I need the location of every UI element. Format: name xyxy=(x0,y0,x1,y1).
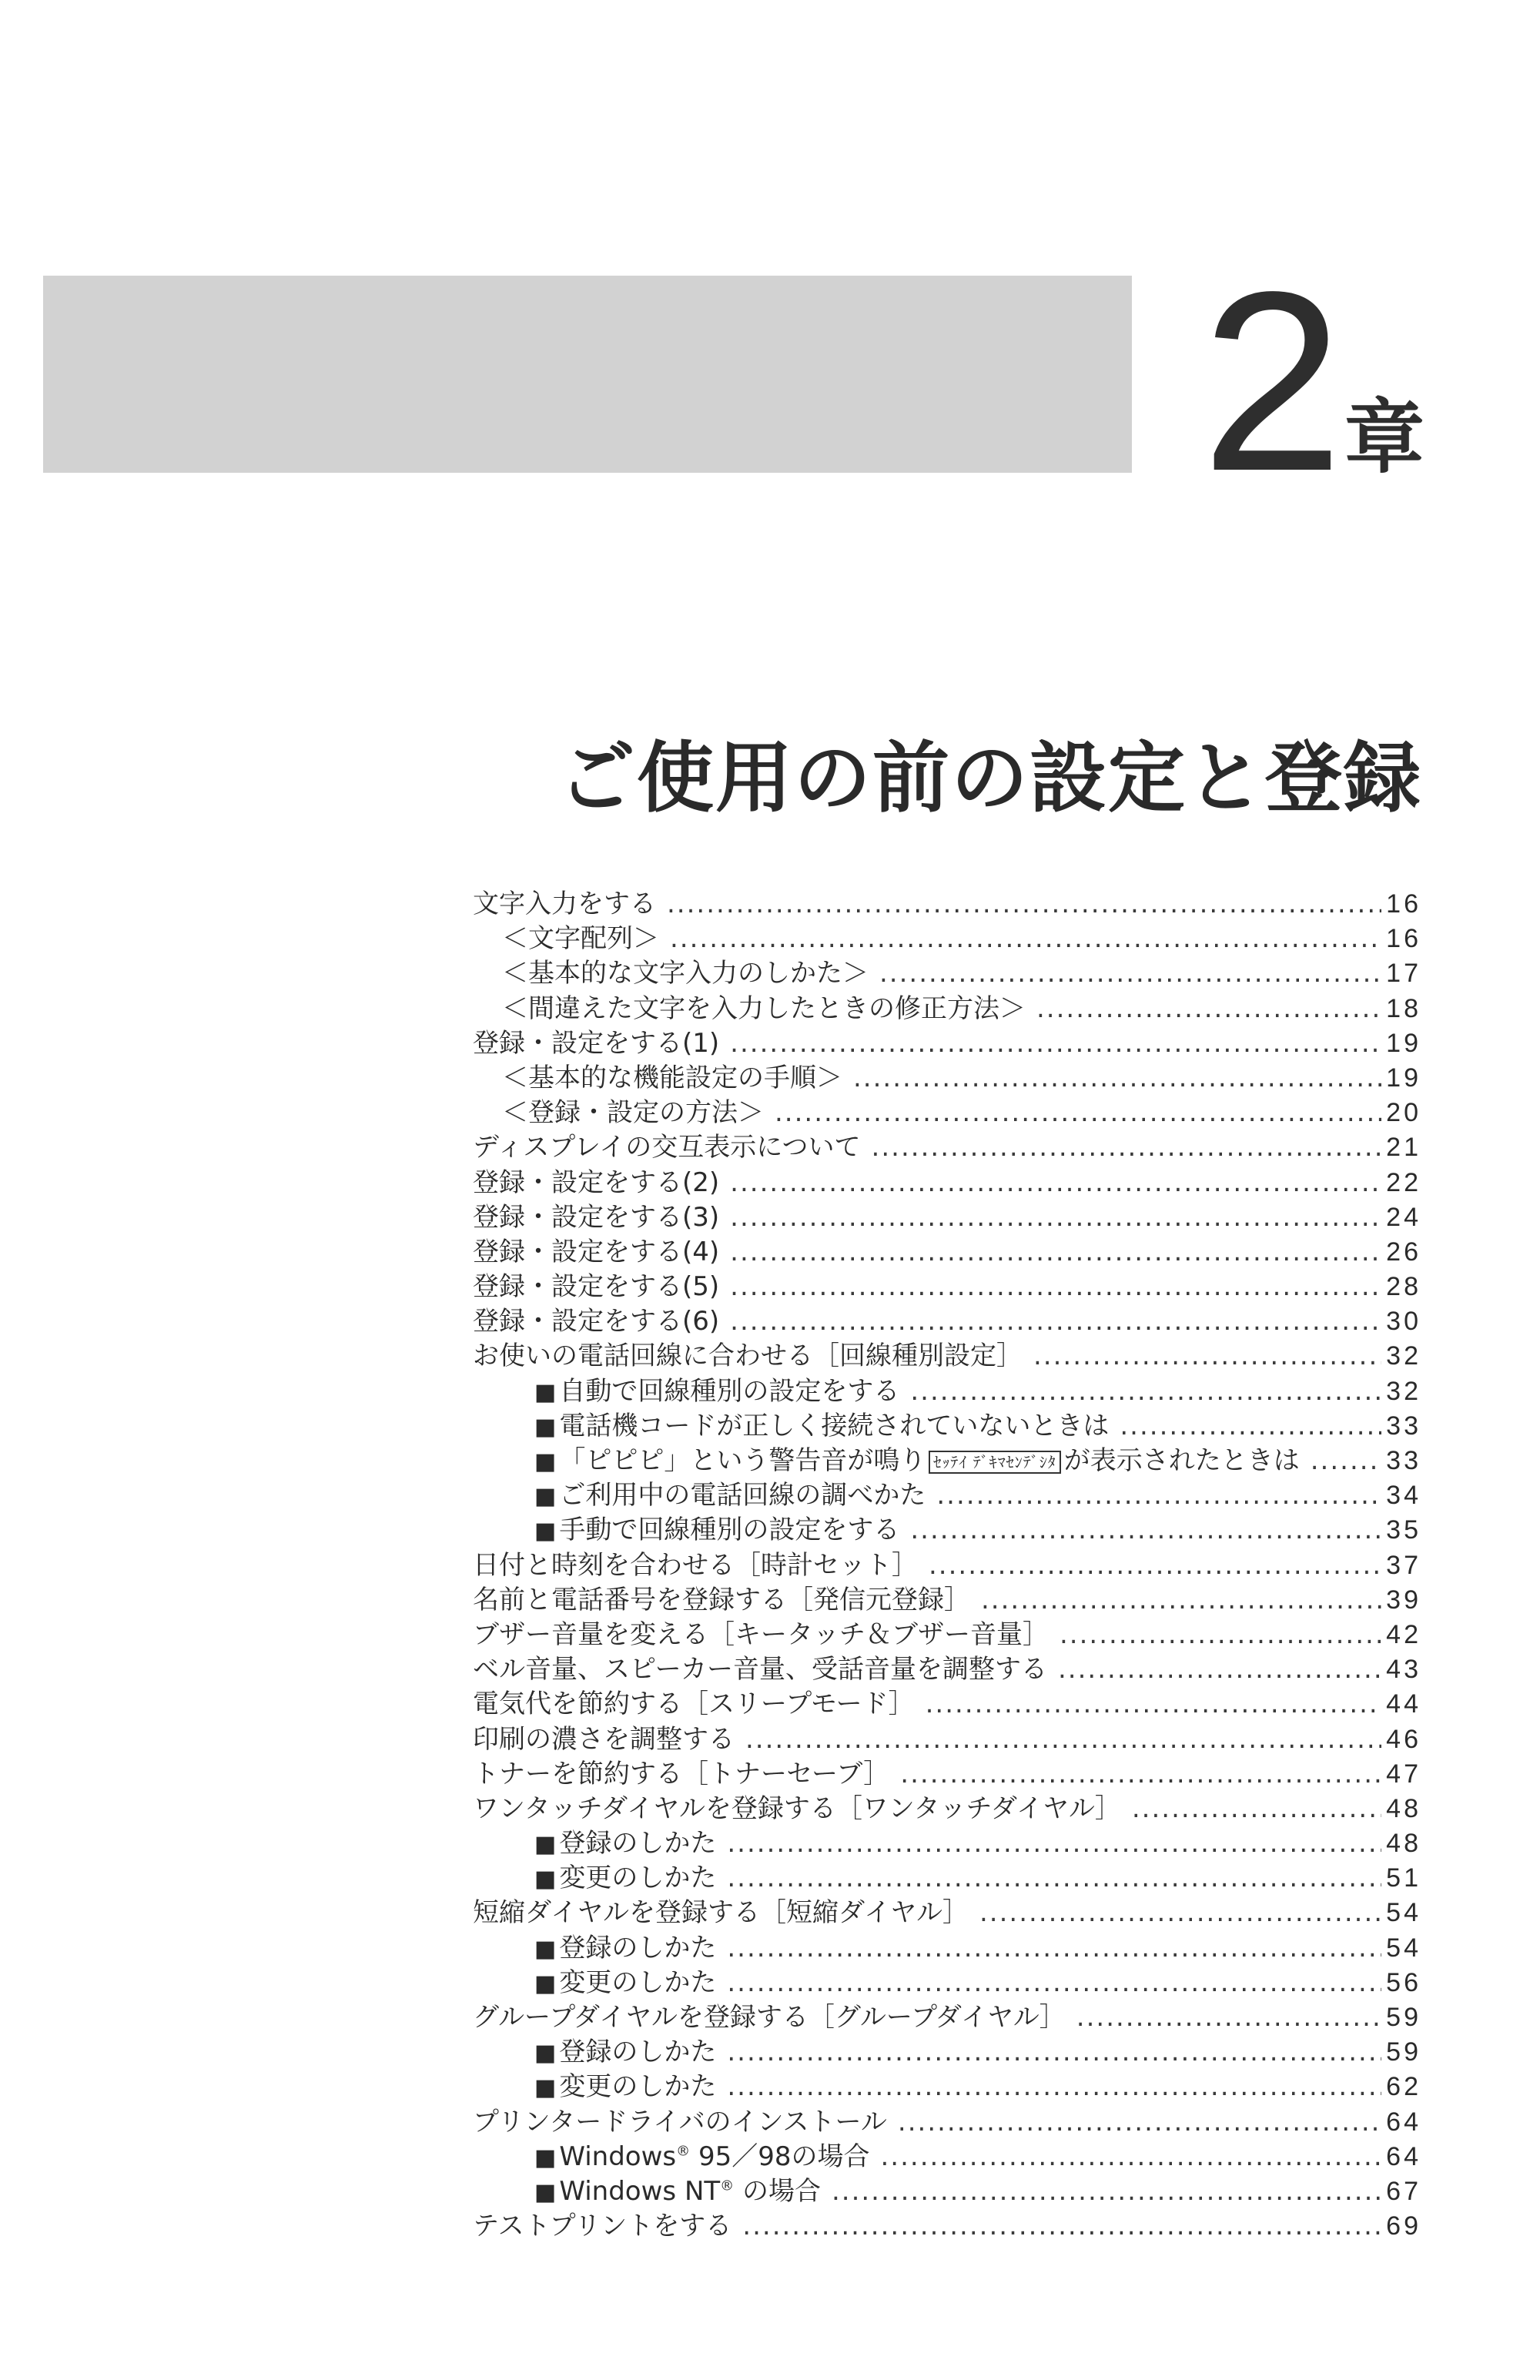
toc-entry-label xyxy=(534,1856,716,1894)
toc-entry-text: ワンタッチダイヤルを登録する［ワンタッチダイヤル］ xyxy=(473,1793,1121,1824)
toc-entry-text: 自動で回線種別の設定をする xyxy=(559,1375,900,1407)
toc-entry-label xyxy=(473,1682,915,1720)
toc-entry[interactable] xyxy=(473,1856,1421,1894)
toc-entry-label xyxy=(473,1196,719,1234)
toc-entry[interactable] xyxy=(473,2100,1421,2135)
dot-leader xyxy=(880,2141,1381,2172)
dot-leader xyxy=(879,958,1381,989)
toc-entry-text: 印刷の濃さを調整する xyxy=(473,1723,735,1755)
toc-entry[interactable] xyxy=(473,1161,1421,1196)
square-bullet-icon: ■ xyxy=(534,1970,557,1997)
toc-entry-label xyxy=(534,2065,716,2103)
dot-leader xyxy=(1036,993,1381,1024)
toc-entry-text: 文字入力をする xyxy=(473,889,656,919)
dot-leader xyxy=(1058,1654,1381,1685)
square-bullet-icon: ■ xyxy=(534,1413,557,1441)
toc-entry-label xyxy=(473,1544,918,1582)
toc-entry-text: ベル音量、スピーカー音量、受話音量を調整する xyxy=(473,1654,1047,1685)
toc-entry-label xyxy=(473,2204,732,2242)
square-bullet-icon: ■ xyxy=(534,1831,557,1859)
toc-entry-label xyxy=(534,1439,1300,1477)
toc-page-number: 47 xyxy=(1386,1759,1421,1789)
toc-entry[interactable] xyxy=(473,1578,1421,1613)
toc-page-number: 35 xyxy=(1386,1515,1421,1545)
toc-entry-label xyxy=(502,917,659,955)
toc-entry-text: 電気代を節約する［スリープモード］ xyxy=(473,1689,915,1720)
toc-entry[interactable] xyxy=(473,1891,1421,1929)
toc-entry-label xyxy=(473,1613,1049,1651)
registered-mark: ® xyxy=(720,2177,735,2194)
toc-entry-label xyxy=(473,2100,887,2138)
toc-page-number: 17 xyxy=(1386,959,1421,989)
dot-leader xyxy=(926,1689,1382,1719)
toc-entry-text: 変更のしかた xyxy=(559,2071,717,2103)
toc-entry-label xyxy=(534,1926,716,1964)
toc-entry[interactable] xyxy=(473,1718,1421,1755)
toc-entry-text: 登録・設定をする(4) xyxy=(473,1236,720,1267)
toc-page-number: 33 xyxy=(1386,1446,1421,1475)
dot-leader xyxy=(730,1167,1381,1198)
toc-entry-label xyxy=(473,1787,1121,1825)
toc-entry[interactable] xyxy=(473,2135,1421,2170)
toc-page-number: 20 xyxy=(1386,1098,1421,1128)
chapter-suffix: 章 xyxy=(1344,390,1425,484)
dot-leader xyxy=(1311,1445,1381,1476)
toc-entry[interactable] xyxy=(473,882,1421,917)
chapter-number: 2 xyxy=(1201,239,1344,524)
toc-entry[interactable] xyxy=(473,1404,1421,1439)
toc-page-number: 18 xyxy=(1386,993,1421,1023)
toc-entry-label xyxy=(534,1508,899,1546)
toc-page-number: 19 xyxy=(1386,1028,1421,1058)
toc-entry-text: 手動で回線種別の設定をする xyxy=(559,1515,900,1546)
square-bullet-icon: ■ xyxy=(534,2144,557,2171)
toc-entry-label xyxy=(473,1752,889,1790)
toc-page-number: 28 xyxy=(1386,1272,1421,1302)
toc-page-number: 34 xyxy=(1386,1481,1421,1511)
toc-page-number: 30 xyxy=(1386,1307,1421,1337)
square-bullet-icon: ■ xyxy=(534,2178,557,2206)
dot-leader xyxy=(727,1967,1381,1998)
toc-page-number: 33 xyxy=(1386,1411,1421,1441)
toc-page-number: 37 xyxy=(1386,1550,1421,1580)
square-bullet-icon: ■ xyxy=(534,1448,557,1475)
toc-entry-text: 電話機コードが正しく接続されていないときは xyxy=(559,1410,1110,1441)
dot-leader xyxy=(670,923,1381,954)
square-bullet-icon: ■ xyxy=(534,1518,557,1545)
toc-entry[interactable] xyxy=(473,1544,1421,1581)
toc-entry[interactable] xyxy=(473,1996,1421,2033)
dot-leader xyxy=(1060,1619,1381,1650)
toc-entry-text: グループダイヤルを登録する［グループダイヤル］ xyxy=(473,2002,1066,2033)
dot-leader xyxy=(1033,1341,1381,1371)
dot-leader xyxy=(727,2071,1381,2102)
dot-leader xyxy=(727,2037,1381,2067)
toc-entry-label xyxy=(502,987,1026,1025)
toc-entry-text: ＜間違えた文字を入力したときの修正方法＞ xyxy=(502,993,1026,1024)
toc-page-number: 21 xyxy=(1386,1133,1421,1163)
toc-page-number: 32 xyxy=(1386,1376,1421,1406)
dot-leader xyxy=(730,1306,1381,1337)
toc-entry-text: トナーを節約する［トナーセーブ］ xyxy=(473,1758,890,1789)
dot-leader xyxy=(727,1933,1381,1963)
toc-page-number: 16 xyxy=(1386,889,1421,919)
toc-entry[interactable] xyxy=(473,1961,1421,1996)
toc-page-number: 67 xyxy=(1386,2176,1421,2206)
toc-page-number: 24 xyxy=(1386,1202,1421,1232)
toc-entry-text: テストプリントをする xyxy=(473,2211,732,2242)
toc-entry[interactable] xyxy=(473,1508,1421,1546)
dot-leader xyxy=(730,1271,1381,1302)
toc-entry-label xyxy=(534,1474,926,1511)
toc-page-number: 22 xyxy=(1386,1167,1421,1197)
toc-page-number: 48 xyxy=(1386,1829,1421,1859)
toc-entry-label xyxy=(502,1091,764,1129)
toc-entry[interactable] xyxy=(473,1370,1421,1407)
dot-leader xyxy=(1120,1411,1381,1441)
toc-entry-text: 日付と時刻を合わせる［時計セット］ xyxy=(473,1549,918,1581)
toc-entry-label xyxy=(502,1056,842,1094)
square-bullet-icon: ■ xyxy=(534,1866,557,1893)
toc-entry[interactable] xyxy=(473,1682,1421,1720)
toc-entry[interactable] xyxy=(473,1265,1421,1303)
toc-page-number: 32 xyxy=(1386,1341,1421,1371)
toc-entry-label xyxy=(473,1996,1066,2034)
toc-entry-label xyxy=(473,1648,1047,1685)
dot-leader xyxy=(872,1132,1382,1163)
dot-leader xyxy=(730,1028,1381,1059)
square-bullet-icon: ■ xyxy=(534,1378,557,1406)
table-of-contents xyxy=(473,882,1421,2242)
toc-entry-text: 登録のしかた xyxy=(559,1932,717,1963)
toc-entry[interactable] xyxy=(473,952,1421,989)
toc-entry[interactable] xyxy=(473,1752,1421,1787)
toc-page-number: 56 xyxy=(1386,1967,1421,1997)
toc-page-number: 48 xyxy=(1386,1793,1421,1823)
toc-entry[interactable] xyxy=(473,1230,1421,1265)
toc-page-number: 39 xyxy=(1386,1585,1421,1615)
dot-leader xyxy=(727,1863,1381,1893)
toc-entry-text: ディスプレイの交互表示について xyxy=(473,1132,861,1163)
toc-entry[interactable] xyxy=(473,1126,1421,1163)
lcd-message-box: ｾｯﾃｲ ﾃﾞｷﾏｾﾝﾃﾞｼﾀ xyxy=(929,1451,1060,1474)
toc-entry-text: 変更のしかた xyxy=(559,1967,717,1998)
toc-entry[interactable] xyxy=(473,2065,1421,2103)
toc-entry[interactable] xyxy=(473,2204,1421,2242)
toc-entry-label xyxy=(502,952,869,989)
toc-page-number: 54 xyxy=(1386,1933,1421,1963)
toc-page-number: 46 xyxy=(1386,1724,1421,1754)
square-bullet-icon: ■ xyxy=(534,2040,557,2067)
dot-leader xyxy=(910,1515,1381,1545)
toc-entry-text: ＜基本的な文字入力のしかた＞ xyxy=(502,958,869,989)
toc-entry-text: Windows NT xyxy=(559,2175,721,2207)
dot-leader xyxy=(832,2176,1381,2207)
dot-leader xyxy=(727,1828,1381,1859)
toc-page-number: 59 xyxy=(1386,2037,1421,2067)
toc-page-number: 54 xyxy=(1386,1898,1421,1928)
toc-entry[interactable] xyxy=(473,987,1421,1022)
toc-entry-text: 登録・設定をする(3) xyxy=(473,1201,720,1233)
square-bullet-icon: ■ xyxy=(534,2074,557,2102)
toc-entry-text: 登録のしかた xyxy=(559,1828,717,1859)
toc-entry-label xyxy=(534,2170,821,2208)
dot-leader xyxy=(929,1550,1381,1581)
toc-entry-text: 短縮ダイヤルを登録する［短縮ダイヤル］ xyxy=(473,1897,969,1929)
dot-leader xyxy=(667,889,1381,919)
toc-entry-text: ＜登録・設定の方法＞ xyxy=(502,1097,764,1129)
toc-entry-text: 登録のしかた xyxy=(559,2037,717,2068)
dot-leader xyxy=(1132,1793,1381,1824)
toc-entry-label xyxy=(534,1404,1109,1442)
toc-entry-label xyxy=(534,1822,716,1859)
toc-entry[interactable] xyxy=(473,1439,1421,1474)
toc-entry-label xyxy=(534,2135,869,2173)
toc-entry-text: 登録・設定をする(2) xyxy=(473,1167,720,1198)
toc-entry-label xyxy=(473,1022,719,1059)
toc-page-number: 59 xyxy=(1386,2003,1421,2032)
square-bullet-icon: ■ xyxy=(534,1935,557,1963)
toc-entry-label xyxy=(534,1370,899,1408)
toc-entry[interactable] xyxy=(473,1334,1421,1372)
dot-leader xyxy=(775,1097,1381,1128)
toc-entry-text: ＜文字配列＞ xyxy=(502,923,659,955)
toc-entry[interactable] xyxy=(473,1091,1421,1129)
toc-entry-text: Windows xyxy=(559,2141,677,2172)
toc-entry-text: 登録・設定をする(6) xyxy=(473,1306,720,1337)
toc-entry-label xyxy=(534,1961,716,1999)
toc-entry-text-suffix: 95／98の場合 xyxy=(690,2141,870,2172)
toc-page-number: 44 xyxy=(1386,1689,1421,1719)
toc-page-number: 64 xyxy=(1386,2107,1421,2137)
toc-entry-label xyxy=(473,1334,1023,1372)
chapter-band xyxy=(43,276,1132,473)
toc-entry-text: プリンタードライバのインストール xyxy=(473,2106,887,2137)
toc-entry-label xyxy=(473,1230,719,1268)
toc-entry-label xyxy=(473,1300,719,1337)
toc-page-number: 19 xyxy=(1386,1063,1421,1093)
toc-entry-text: ブザー音量を変える［キータッチ＆ブザー音量］ xyxy=(473,1618,1049,1650)
chapter-title: ご使用の前の設定と登録 xyxy=(558,733,1422,823)
toc-entry[interactable] xyxy=(473,1822,1421,1859)
toc-entry[interactable] xyxy=(473,2170,1421,2207)
toc-entry-text: 名前と電話番号を登録する［発信元登録］ xyxy=(473,1584,970,1615)
toc-entry[interactable] xyxy=(473,1926,1421,1961)
toc-page-number: 16 xyxy=(1386,924,1421,954)
toc-entry-text-suffix: の場合 xyxy=(734,2175,821,2207)
dot-leader xyxy=(745,1724,1381,1755)
toc-entry[interactable] xyxy=(473,1613,1421,1648)
toc-entry[interactable] xyxy=(473,917,1421,955)
toc-entry-text: ＜基本的な機能設定の手順＞ xyxy=(502,1062,842,1093)
toc-entry[interactable] xyxy=(473,1787,1421,1822)
toc-entry[interactable] xyxy=(473,1474,1421,1511)
dot-leader xyxy=(898,2107,1381,2137)
toc-entry[interactable] xyxy=(473,1022,1421,1059)
toc-entry[interactable] xyxy=(473,1056,1421,1091)
toc-page-number: 62 xyxy=(1386,2072,1421,2102)
toc-entry-label xyxy=(473,1161,719,1199)
dot-leader xyxy=(742,2211,1381,2241)
dot-leader xyxy=(730,1202,1381,1233)
toc-entry-label xyxy=(473,1126,861,1163)
toc-entry-text: 「ピピピ」という警告音が鳴り xyxy=(559,1445,926,1476)
square-bullet-icon: ■ xyxy=(534,1483,557,1511)
toc-entry-text: ご利用中の電話回線の調べかた xyxy=(559,1480,926,1511)
toc-entry-label xyxy=(473,1578,970,1616)
toc-page-number: 69 xyxy=(1386,2211,1421,2241)
toc-entry-label xyxy=(534,2030,716,2068)
dot-leader xyxy=(979,1897,1381,1928)
toc-page-number: 51 xyxy=(1386,1863,1421,1893)
dot-leader xyxy=(900,1759,1381,1789)
toc-entry-label xyxy=(473,882,656,920)
toc-entry-text: 登録・設定をする(5) xyxy=(473,1271,720,1303)
toc-entry-text-suffix: が表示されたときは xyxy=(1063,1445,1300,1476)
registered-mark: ® xyxy=(676,2143,691,2160)
toc-entry-text: お使いの電話回線に合わせる［回線種別設定］ xyxy=(473,1341,1023,1372)
toc-entry[interactable] xyxy=(473,2030,1421,2068)
dot-leader xyxy=(730,1237,1381,1267)
dot-leader xyxy=(981,1585,1381,1615)
toc-page-number: 43 xyxy=(1386,1655,1421,1685)
toc-entry-text: 登録・設定をする(1) xyxy=(473,1027,720,1059)
toc-entry[interactable] xyxy=(473,1648,1421,1685)
toc-page-number: 26 xyxy=(1386,1237,1421,1267)
toc-entry[interactable] xyxy=(473,1300,1421,1337)
dot-leader xyxy=(853,1063,1381,1093)
toc-page-number: 42 xyxy=(1386,1619,1421,1649)
toc-entry-label xyxy=(473,1265,719,1303)
dot-leader xyxy=(910,1376,1381,1407)
toc-entry-label xyxy=(473,1891,969,1929)
toc-entry-label xyxy=(473,1718,735,1756)
toc-entry[interactable] xyxy=(473,1196,1421,1233)
dot-leader xyxy=(1076,2002,1381,2033)
dot-leader xyxy=(936,1480,1381,1511)
toc-entry-text: 変更のしかた xyxy=(559,1863,717,1894)
toc-page-number: 64 xyxy=(1386,2141,1421,2171)
